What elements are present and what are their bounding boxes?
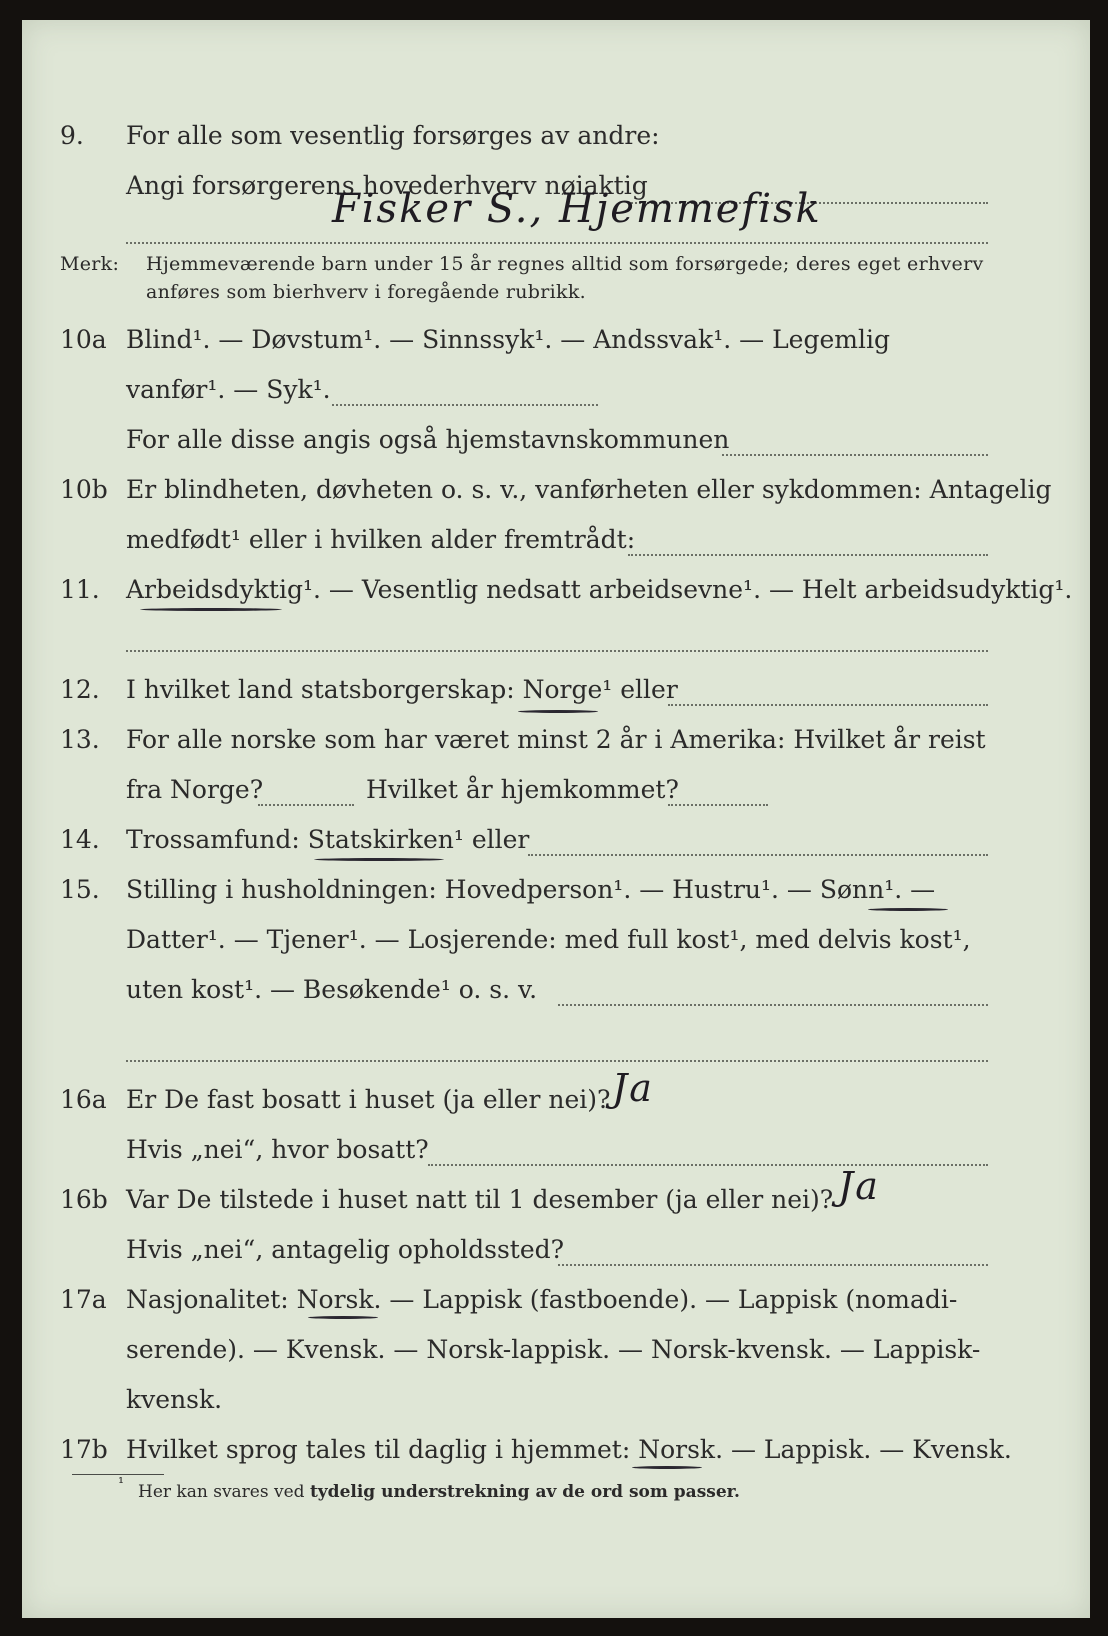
- question-text: Var De tilstede i huset natt til 1 desember (ja eller nei)?: [126, 1185, 834, 1214]
- question-text: For alle som vesentlig forsørges av andre:: [126, 121, 660, 150]
- question-text: serende). — Kvensk. — Norsk-lappisk. — Norsk-kvensk. — Lappisk-: [126, 1335, 981, 1364]
- question-number: 10a: [60, 325, 107, 354]
- question-text: vanfør¹. — Syk¹.: [126, 375, 331, 404]
- answer-line: [126, 1060, 988, 1062]
- answer-line: [258, 804, 354, 806]
- underline-mark: [868, 908, 948, 911]
- question-10b: [22, 470, 1090, 510]
- underline-mark: [140, 608, 282, 611]
- question-17a: [22, 1280, 1090, 1320]
- question-number: 16a: [60, 1085, 107, 1114]
- question-text: Er blindheten, døvheten o. s. v., vanførheten eller sykdommen: Antagelig: [126, 475, 1052, 504]
- answer-line: [668, 704, 988, 706]
- answer-line: [528, 854, 988, 856]
- question-17a-cont: [22, 1330, 1090, 1370]
- question-text: Hvis „nei“, hvor bosatt?: [126, 1135, 429, 1164]
- question-text: Hvilket sprog tales til daglig i hjemmet: Norsk. — Lappisk. — Kvensk.: [126, 1435, 1012, 1464]
- footnote-mark: ¹: [118, 1474, 125, 1492]
- question-text: Nasjonalitet: Norsk. — Lappisk (fastboende). — Lappisk (nomadi-: [126, 1285, 958, 1314]
- question-number: 12.: [60, 675, 100, 704]
- note-line-2: anføres som bierhverv i foregående rubrikk.: [146, 281, 586, 303]
- note-merk: [60, 250, 984, 278]
- question-number: 15.: [60, 875, 100, 904]
- question-13-cont: [22, 770, 1090, 810]
- question-16b: [22, 1180, 1090, 1220]
- question-9: [22, 116, 1090, 156]
- question-text: Hvilket år hjemkommet?: [366, 775, 679, 804]
- question-number: 10b: [60, 475, 108, 504]
- question-text: Trossamfund: Statskirken¹ eller: [126, 825, 530, 854]
- answer-line: [126, 650, 988, 652]
- footnote-text: Her kan svares ved: [138, 1482, 310, 1502]
- question-text: Arbeidsdyktig¹. — Vesentlig nedsatt arbeidsevne¹. — Helt arbeidsudyktig¹.: [126, 575, 1073, 604]
- answer-line: [332, 404, 598, 406]
- question-number: 16b: [60, 1185, 108, 1214]
- question-number: 9.: [60, 121, 84, 150]
- question-number: 11.: [60, 575, 100, 604]
- question-15: [22, 870, 1090, 910]
- question-text: Stilling i husholdningen: Hovedperson¹. — Hustru¹. — Sønn¹. —: [126, 875, 936, 904]
- answer-line: [628, 554, 988, 556]
- question-number: 14.: [60, 825, 100, 854]
- answer-line: [668, 804, 768, 806]
- underline-mark: [632, 1466, 702, 1469]
- question-number: 13.: [60, 725, 100, 754]
- footnote: [118, 1474, 740, 1502]
- question-text: Er De fast bosatt i huset (ja eller nei)?: [126, 1085, 611, 1114]
- answer-line: [558, 1264, 988, 1266]
- question-number: 17a: [60, 1285, 107, 1314]
- underline-mark: [314, 858, 444, 861]
- question-number: 17b: [60, 1435, 108, 1464]
- question-text: For alle norske som har været minst 2 år i Amerika: Hvilket år reist: [126, 725, 986, 754]
- question-text: Blind¹. — Døvstum¹. — Sinnssyk¹. — Andssvak¹. — Legemlig: [126, 325, 890, 354]
- question-16a: [22, 1080, 1090, 1120]
- answer-line: [126, 242, 988, 244]
- answer-line: [558, 1004, 988, 1006]
- handwritten-answer-16b: Ja: [838, 1164, 880, 1208]
- underline-mark: [308, 1316, 378, 1319]
- answer-line: [722, 454, 988, 456]
- question-text: medfødt¹ eller i hvilken alder fremtrådt:: [126, 525, 636, 554]
- question-13: [22, 720, 1090, 760]
- question-text: Hvis „nei“, antagelig opholdssted?: [126, 1235, 565, 1264]
- footnote-bold-text: tydelig understrekning av de ord som passer.: [309, 1482, 740, 1502]
- answer-line: [428, 1164, 988, 1166]
- question-text: I hvilket land statsborgerskap: Norge¹ eller: [126, 675, 678, 704]
- note-line-1: Hjemmeværende barn under 15 år regnes alltid som forsørgede; deres eget erhverv: [146, 253, 984, 275]
- question-10a: [22, 320, 1090, 360]
- question-text: Datter¹. — Tjener¹. — Losjerende: med full kost¹, med delvis kost¹,: [126, 925, 971, 954]
- question-text: kvensk.: [126, 1385, 223, 1414]
- question-11: [22, 570, 1090, 610]
- question-17a-cont2: [22, 1380, 1090, 1420]
- question-text: For alle disse angis også hjemstavnskommunen: [126, 425, 730, 454]
- question-17b: [22, 1430, 1090, 1470]
- question-text: Angi forsørgerens hovederhverv nøiaktig: [126, 171, 648, 200]
- question-15-cont: [22, 920, 1090, 960]
- note-label: Merk:: [60, 253, 120, 275]
- underline-mark: [518, 710, 598, 713]
- handwritten-occupation: Fisker S., Hjemmefisk: [332, 186, 822, 232]
- question-text: uten kost¹. — Besøkende¹ o. s. v.: [126, 975, 538, 1004]
- question-text: fra Norge?: [126, 775, 264, 804]
- census-form-page: [22, 20, 1090, 1618]
- handwritten-answer-16a: Ja: [612, 1066, 654, 1110]
